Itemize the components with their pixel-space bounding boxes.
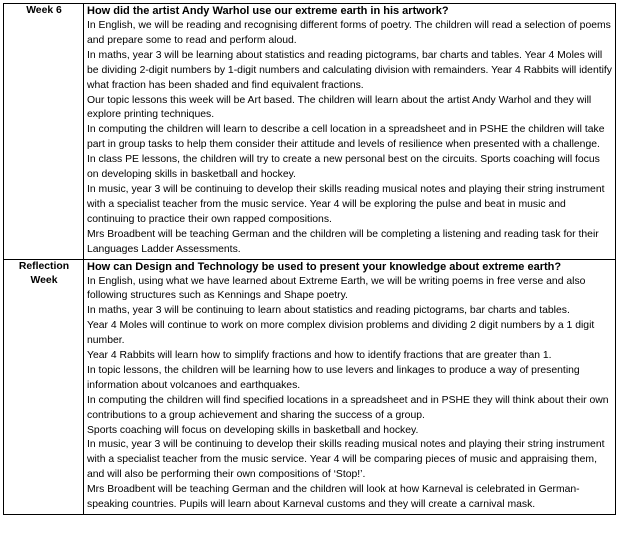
paragraph: In class PE lessons, the children will try to create a new personal best on the circuits. Sports coaching will focus on developing skills in basketball and hockey. bbox=[87, 154, 600, 181]
paragraph: In music, year 3 will be continuing to develop their skills reading musical notes and playing their string instrument with a specialist teacher from the music service. Year 4 will be exploring the pulse and beat in music and continuing to practice their own rapped compositions. bbox=[87, 183, 605, 225]
table-row bbox=[4, 259, 616, 515]
paragraph: Year 4 Moles will continue to work on more complex division problems and dividing 2 digit numbers by a 1 digit number. bbox=[87, 320, 595, 347]
paragraph: In maths, year 3 will be continuing to learn about statistics and reading pictograms, bar charts and tables. bbox=[87, 305, 570, 317]
week-heading: How can Design and Technology be used to present your knowledge about extreme earth? bbox=[87, 260, 562, 273]
paragraph: Our topic lessons this week will be Art based. The children will learn about the artist Andy Warhol and they will explore printing techniques. bbox=[87, 94, 592, 121]
paragraph: Year 4 Rabbits will learn how to simplify fractions and how to identify fractions that are greater than 1. bbox=[87, 350, 552, 362]
paragraph: In maths, year 3 will be learning about statistics and reading pictograms, bar charts and tables. Year 4 Moles will be dividing 2-digit numbers by 1-digit numbers and calculating division with remainders. Year 4 Rabbits will identify what fraction has been shaded and find equivalent fractions. bbox=[87, 49, 613, 91]
paragraph: In computing the children will find specified locations in a spreadsheet and in PSHE they will think about their own contributions to a group achievement and sharing the success of a group. bbox=[87, 394, 609, 421]
paragraph: In music, year 3 will be continuing to develop their skills reading musical notes and playing their string instrument with a specialist teacher from the music service. Year 4 will be comparing pieces of music and appraising them, and will also be performing their own compositions of ‘Stop!’. bbox=[87, 439, 605, 481]
table-row bbox=[4, 4, 616, 260]
week-content bbox=[84, 4, 616, 260]
week-label: Reflection Week bbox=[4, 259, 84, 515]
paragraph: In computing the children will learn to describe a cell location in a spreadsheet and in PSHE the children will take part in group tasks to help them consider their attitude and levels of resilience when presented with a challenge. bbox=[87, 124, 605, 151]
week-content bbox=[84, 259, 616, 515]
paragraph: In topic lessons, the children will be learning how to use levers and linkages to produce a way of presenting information about volcanoes and earthquakes. bbox=[87, 364, 580, 391]
paragraph: Mrs Broadbent will be teaching German and the children will be completing a listening and reading task for their Languages Ladder Assessments. bbox=[87, 228, 599, 255]
paragraph: Sports coaching will focus on developing skills in basketball and hockey. bbox=[87, 424, 419, 436]
week-label: Week 6 bbox=[4, 4, 84, 260]
paragraph: In English, using what we have learned about Extreme Earth, we will be writing poems in free verse and also following structures such as Kennings and Shape poetry. bbox=[87, 275, 586, 302]
paragraph: Mrs Broadbent will be teaching German and the children will look at how Karneval is celebrated in German-speaking countries. Pupils will learn about Karneval customs and they will create a carnival mask. bbox=[87, 484, 580, 511]
week-heading: How did the artist Andy Warhol use our extreme earth in his artwork? bbox=[87, 5, 449, 17]
weekly-plan-table bbox=[3, 3, 616, 515]
paragraph: In English, we will be reading and recognising different forms of poetry. The children will read a selection of poems and prepare some to read and perform aloud. bbox=[87, 20, 611, 46]
